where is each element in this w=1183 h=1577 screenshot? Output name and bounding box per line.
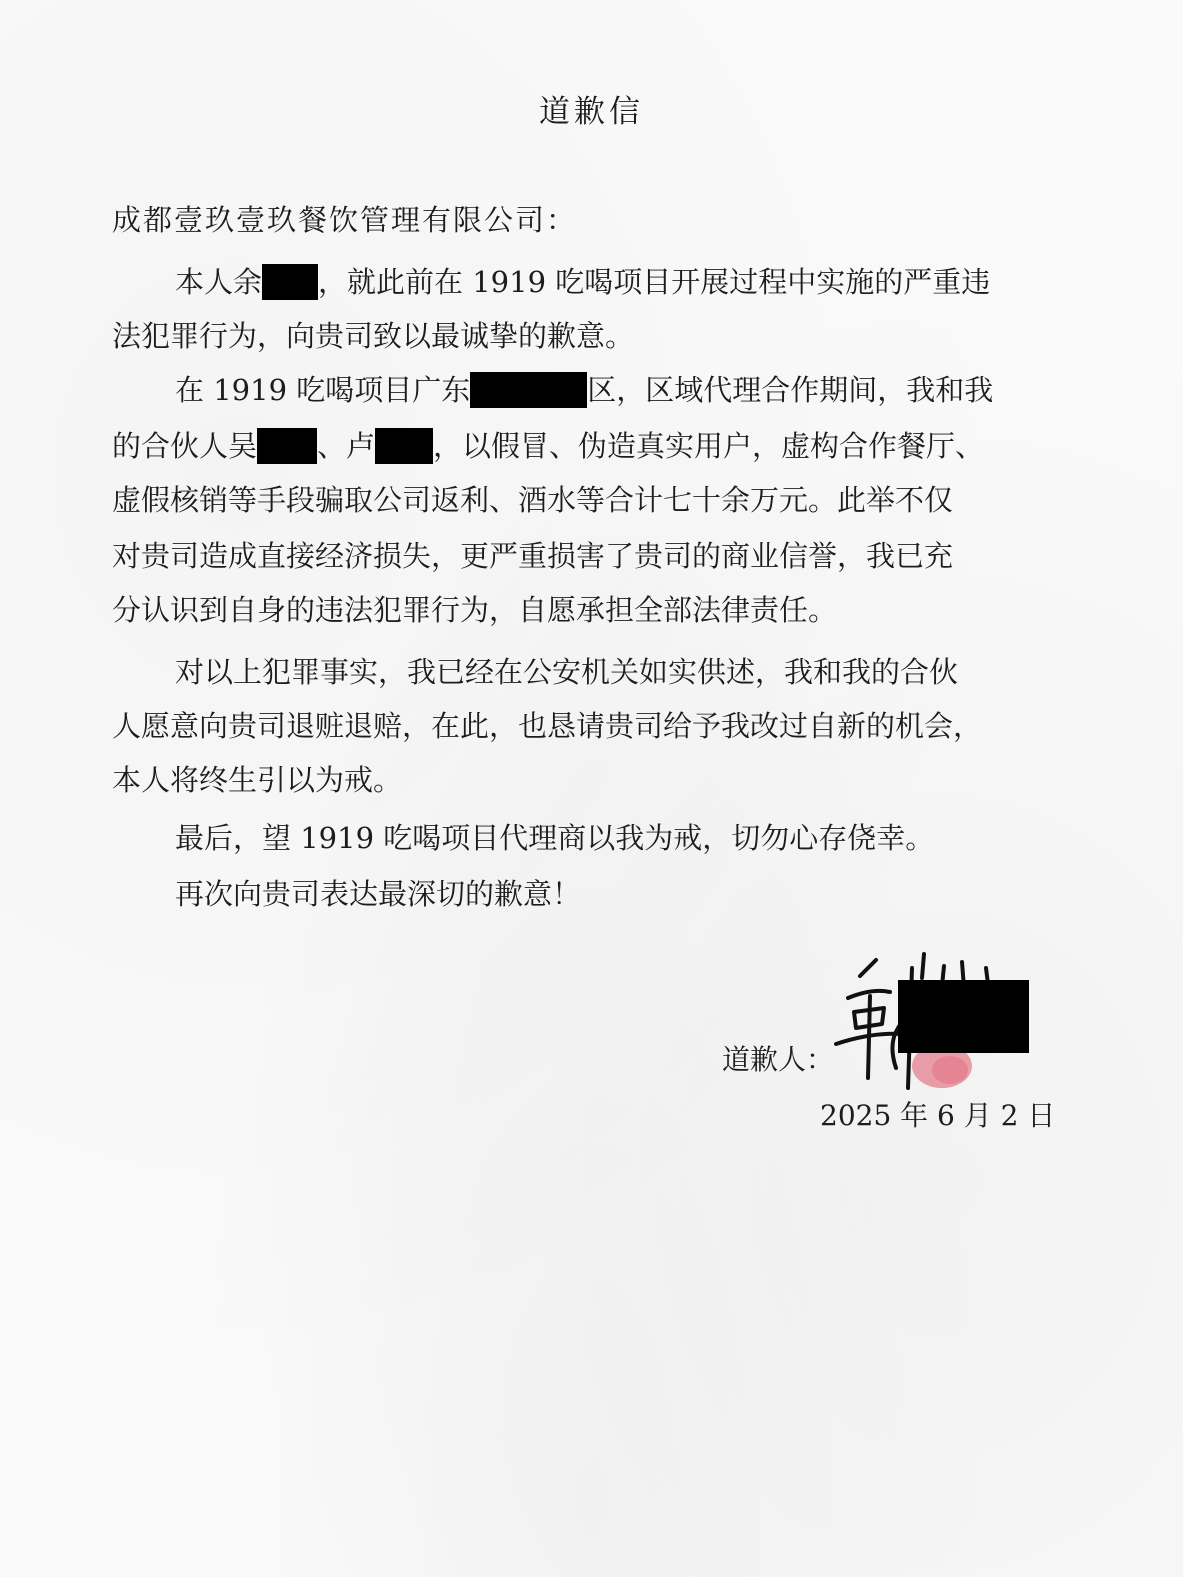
text-segment: 本人余 — [175, 265, 263, 299]
redaction-bar — [375, 428, 433, 464]
paragraph-2-line-3: 虚假核销等手段骗取公司返利、酒水等合计七十余万元。此举不仅 — [112, 483, 954, 517]
redaction-bar — [262, 264, 318, 300]
letter-title: 道歉信 — [539, 94, 644, 130]
paragraph-1-line-1 — [175, 262, 990, 302]
paragraph-2-line-4: 对贵司造成直接经济损失，更严重损害了贵司的商业信誉，我已充 — [112, 539, 954, 573]
paragraph-3-line-3: 本人将终生引以为戒。 — [112, 763, 403, 797]
text-segment: 的合伙人吴 — [112, 429, 258, 463]
paragraph-3-line-1: 对以上犯罪事实，我已经在公安机关如实供述，我和我的合伙 — [175, 655, 959, 689]
text-segment: 区，区域代理合作期间，我和我 — [587, 373, 994, 407]
text-segment: 、卢 — [317, 429, 376, 463]
redaction-bar — [470, 372, 587, 408]
paragraph-2-line-5: 分认识到自身的违法犯罪行为，自愿承担全部法律责任。 — [112, 593, 838, 627]
paragraph-3-line-2: 人愿意向贵司退赃退赔，在此，也恳请贵司给予我改过自新的机会， — [112, 709, 983, 743]
text-segment: 在 1919 吃喝项目广东 — [175, 373, 471, 407]
signature-redaction-bar — [898, 980, 1029, 1053]
paragraph-1-line-2: 法犯罪行为，向贵司致以最诚挚的歉意。 — [112, 319, 635, 353]
paragraph-2-line-2 — [112, 426, 984, 466]
paragraph-2-line-1 — [175, 370, 993, 410]
text-segment: ，以假冒、伪造真实用户，虚构合作餐厅、 — [433, 429, 985, 463]
signature-label: 道歉人： — [722, 1043, 835, 1076]
redaction-bar — [257, 428, 317, 464]
paragraph-4: 最后，望 1919 吃喝项目代理商以我为戒，切勿心存侥幸。 — [175, 821, 935, 855]
paragraph-5: 再次向贵司表达最深切的歉意！ — [175, 877, 582, 911]
salutation: 成都壹玖壹玖餐饮管理有限公司： — [112, 203, 578, 237]
letter-date: 2025 年 6 月 2 日 — [820, 1099, 1056, 1132]
text-segment: ，就此前在 1919 吃喝项目开展过程中实施的严重违 — [318, 265, 991, 299]
